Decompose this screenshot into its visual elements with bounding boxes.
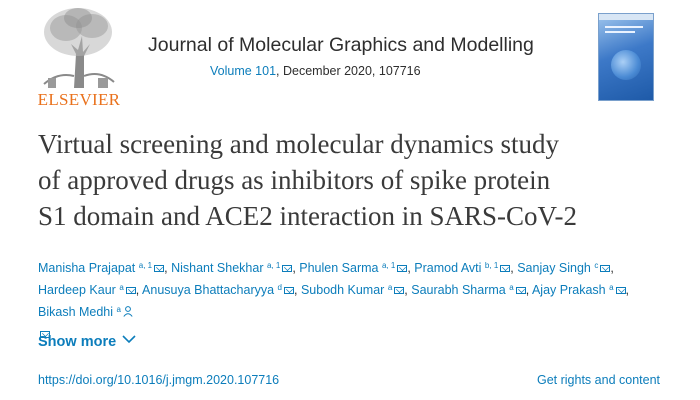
author-name: Pramod Avti <box>414 261 482 275</box>
person-icon[interactable] <box>123 306 133 317</box>
article-title <box>38 126 678 234</box>
author-affiliation: b, 1 <box>484 261 499 270</box>
email-icon[interactable] <box>600 265 610 272</box>
chevron-down-icon <box>122 335 136 344</box>
author-name: Phulen Sarma <box>299 261 379 275</box>
email-icon[interactable] <box>394 287 404 294</box>
email-icon[interactable] <box>616 287 626 294</box>
email-icon[interactable] <box>126 287 136 294</box>
author-name: Nishant Shekhar <box>171 261 264 275</box>
volume-link[interactable]: Volume 101 <box>210 64 277 78</box>
author-hardeep-kaur[interactable] <box>38 283 136 297</box>
article-title-line: of approved drugs as inhibitors of spike protein <box>38 165 551 195</box>
author-nishant-shekhar[interactable] <box>171 261 292 275</box>
cover-title-line <box>605 31 635 33</box>
show-more-button[interactable] <box>38 334 136 350</box>
author-subodh-kumar[interactable] <box>301 283 404 297</box>
author-name: Anusuya Bhattacharyya <box>142 283 275 297</box>
author-anusuya-bhattacharyya[interactable] <box>142 283 294 297</box>
journal-cover-thumbnail[interactable] <box>598 13 654 101</box>
author-affiliation: a <box>119 283 124 292</box>
author-phulen-sarma[interactable] <box>299 261 407 275</box>
author-name: Sanjay Singh <box>517 261 591 275</box>
email-icon[interactable] <box>397 265 407 272</box>
article-title-line: Virtual screening and molecular dynamics study <box>38 129 559 159</box>
author-name: Hardeep Kaur <box>38 283 116 297</box>
email-icon[interactable] <box>282 265 292 272</box>
author-affiliation: a <box>509 283 514 292</box>
author-list: Manisha Prajapat $^{a, 1}$ , Nishant Shekhar $^{a, 1}$ , Phulen Sarma $^{a, 1}$ , Pramod Avti $^{b, 1}$ , Sanjay Singh $^c$ , Hardeep Kaur $^a$ , Anusuya Bhattacharyya $^d$ , Subodh Kumar $^a$ , Saurabh Sharma $^a$ , Ajay Prakash $^a$ , Bikash Medhi $^a$ <box>38 257 668 345</box>
author-name: Bikash Medhi <box>38 305 114 319</box>
journal-issue <box>210 64 421 78</box>
author-affiliation: a, 1 <box>381 261 396 270</box>
author-affiliation: a <box>609 283 614 292</box>
doi-link[interactable]: https://doi.org/10.1016/j.jmgm.2020.107716 <box>38 373 280 387</box>
author-name: Subodh Kumar <box>300 283 385 297</box>
author-manisha-prajapat[interactable] <box>38 261 164 275</box>
author-pramod-avti[interactable] <box>414 261 510 275</box>
author-ajay-prakash[interactable] <box>532 283 626 297</box>
email-icon[interactable] <box>284 287 294 294</box>
show-more-label: Show more <box>38 334 117 350</box>
author-name: Saurabh Sharma <box>411 283 506 297</box>
rights-link[interactable]: Get rights and content <box>537 373 660 387</box>
tree-logo-icon <box>38 6 118 90</box>
issue-details: , December 2020, 107716 <box>276 64 421 78</box>
author-affiliation: d <box>277 283 282 292</box>
article-title-line: S1 domain and ACE2 interaction in SARS-CoV-2 <box>38 201 577 231</box>
email-icon[interactable] <box>154 265 164 272</box>
journal-title[interactable]: Journal of Molecular Graphics and Modelling <box>148 34 534 56</box>
author-affiliation: a <box>387 283 393 292</box>
cover-title-line <box>605 26 643 28</box>
elsevier-logo[interactable] <box>32 6 124 112</box>
author-sanjay-singh[interactable] <box>517 261 610 275</box>
email-icon[interactable] <box>516 287 526 294</box>
author-affiliation: a, 1 <box>266 261 281 270</box>
author-affiliation: a, 1 <box>138 261 153 270</box>
cover-header <box>599 14 653 20</box>
author-name: Manisha Prajapat <box>38 261 136 275</box>
author-affiliation: a <box>116 305 121 314</box>
author-saurabh-sharma[interactable] <box>411 283 525 297</box>
elsevier-wordmark: ELSEVIER <box>37 90 121 109</box>
cover-image <box>611 50 641 80</box>
author-name: Ajay Prakash <box>531 283 606 297</box>
email-icon[interactable] <box>500 265 510 272</box>
author-affiliation: c <box>594 261 599 270</box>
